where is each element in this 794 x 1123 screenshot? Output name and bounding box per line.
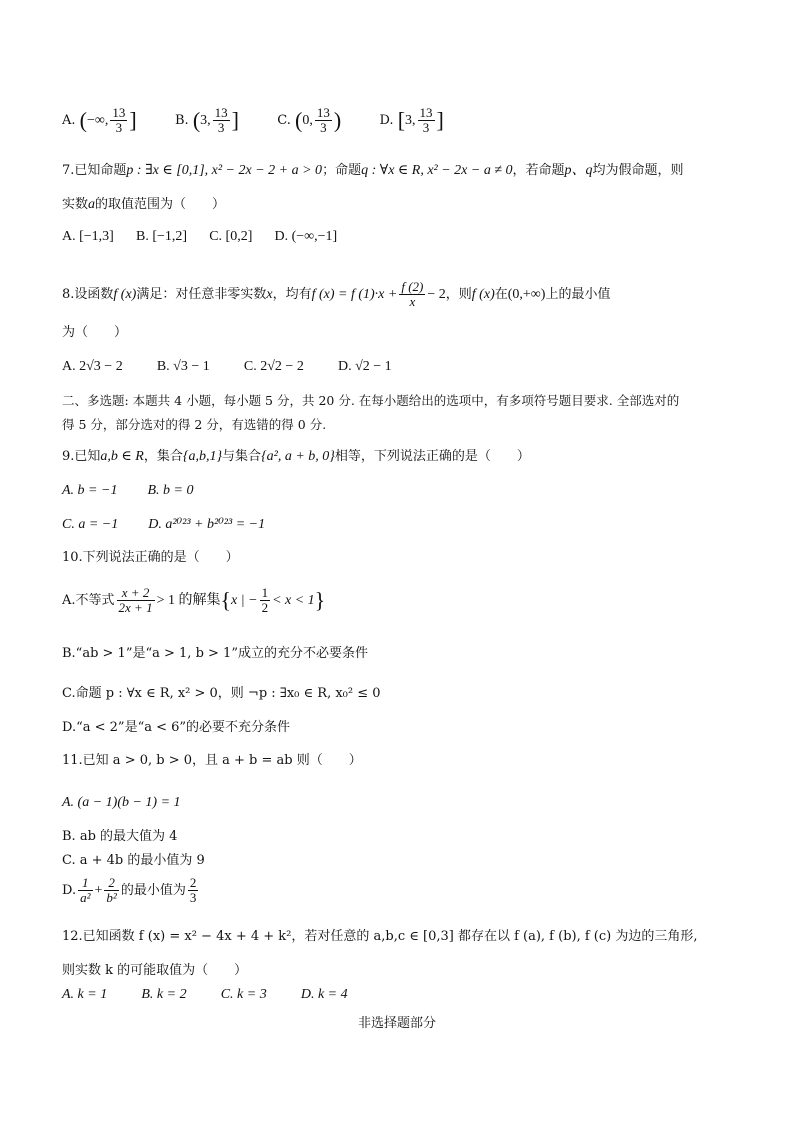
section2-heading: 二、多选题: 本题共 4 小题，每小题 5 分，共 20 分. 在每小题给出的选项中，有多项符号题目要求. 全部选对的 bbox=[62, 393, 680, 408]
q7-options: A. [−1,3] B. [−1,2] C. [0,2] D. (−∞,−1] bbox=[62, 229, 338, 244]
q10-stem: 10.下列说法正确的是（ ） bbox=[62, 550, 239, 565]
q10-option-c: C.命题 p : ∀x ∈ R, x² > 0，则 ¬p : ∃x₀ ∈ R, x₀² ≤ 0 bbox=[62, 686, 381, 701]
q9-stem: 9.已知a,b ∈ R，集合{a,b,1}与集合{a², a + b, 0}相等，下列说法正确的是（ ） bbox=[62, 449, 530, 464]
q6-option-c: C. (0, $\frac{13}{3}$ ) bbox=[277, 105, 342, 135]
q6-options bbox=[62, 106, 444, 135]
q9-options-ab: A. b = −1 B. b = 0 bbox=[62, 483, 194, 498]
section2-heading-line2: 得 5 分，部分选对的得 2 分，有选错的得 0 分. bbox=[62, 417, 327, 432]
part-title: 非选择题部分 bbox=[357, 1016, 436, 1031]
q10-option-b: B.“ab > 1”是“a > 1, b > 1”成立的充分不必要条件 bbox=[62, 646, 368, 661]
q9-options-cd: C. a = −1 D. a²⁰²³ + b²⁰²³ = −1 bbox=[62, 517, 266, 532]
q11-option-b: B. ab 的最大值为 4 bbox=[62, 829, 178, 844]
q11-stem: 11.已知 a > 0, b > 0，且 a + b = ab 则（ ） bbox=[62, 753, 362, 768]
q6-option-d: D. [3, $\frac{13}{3}$ ] bbox=[379, 105, 444, 135]
q11-option-d: D. $\frac{1}{\text{a²}}$ + $\frac{2}{\text{b²}}$ 的最小值为 $\frac{2}{3}$ bbox=[62, 875, 197, 905]
q8-stem: 8.设函数f (x)满足：对任意非零实数x，均有f (x) = f (1)·x + $\frac{f (2)}{x}$ − 2，则f (x)在(0,+∞)上的最小值 bbox=[62, 279, 611, 309]
q6-option-b: B. (3, $\frac{13}{3}$ ] bbox=[175, 105, 239, 135]
q12-stem: 12.已知函数 f (x) = x² − 4x + 4 + k²，若对任意的 a,b,c ∈ [0,3] 都存在以 f (a), f (b), f (c) 为边的三角形, bbox=[62, 929, 698, 944]
q6-option-a: A. (−∞, $\frac{13}{3}$ ] bbox=[62, 105, 137, 135]
q11-option-c: C. a + 4b 的最小值为 9 bbox=[62, 853, 205, 868]
q10-option-a: A.不等式 $\frac{x + 2}{2x + 1}$ > 1 的解集{x | − $\frac{1}{2}$ < x < 1} bbox=[62, 585, 326, 615]
q7-stem: 7.已知命题p : ∃x ∈ [0,1], x² − 2x − 2 + a > 0；命题q : ∀x ∈ R, x² − 2x − a ≠ 0，若命题p、q均为假命题，则 bbox=[62, 163, 684, 178]
q10-option-d: D.“a < 2”是“a < 6”的必要不充分条件 bbox=[62, 720, 291, 735]
q7-stem-line2: 实数a的取值范围为（ ） bbox=[62, 197, 226, 212]
q12-stem-line2: 则实数 k 的可能取值为（ ） bbox=[62, 963, 248, 978]
q11-option-a: A. (a − 1)(b − 1) = 1 bbox=[62, 795, 181, 810]
q8-stem-line2: 为（ ） bbox=[62, 325, 128, 340]
q8-options: A. 2√3 − 2 B. √3 − 1 C. 2√2 − 2 D. √2 − 1 bbox=[62, 359, 392, 374]
q12-options: A. k = 1 B. k = 2 C. k = 3 D. k = 4 bbox=[62, 987, 348, 1002]
